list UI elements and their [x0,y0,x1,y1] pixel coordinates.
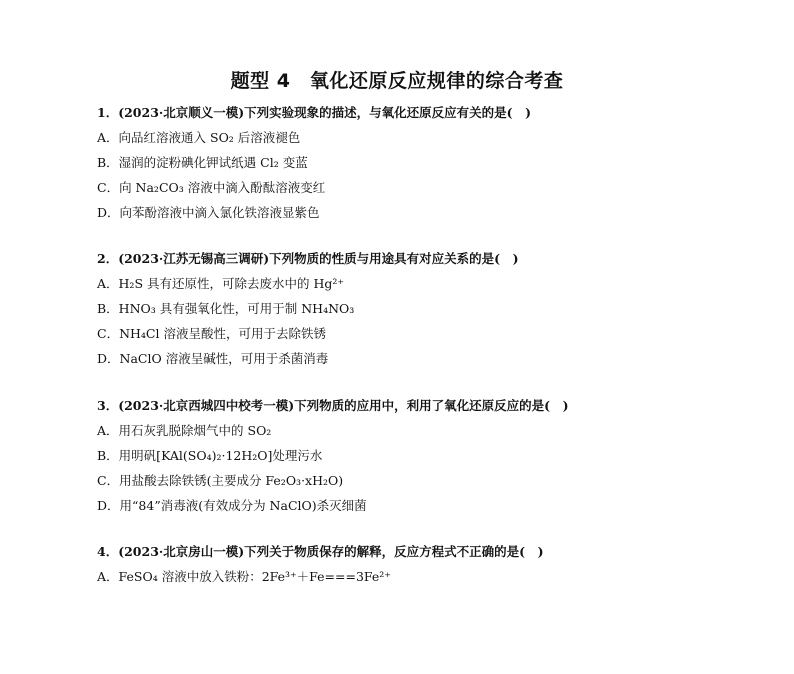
question-stem: 1．(2023·北京顺义一模)下列实验现象的描述，与氧化还原反应有关的是( ) [97,105,531,120]
option-c: C．向 Na₂CO₃ 溶液中滴入酚酞溶液变红 [97,180,326,195]
option-d: D．NaClO 溶液呈碱性，可用于杀菌消毒 [97,351,329,366]
question-1 [97,100,717,225]
option-c: C．NH₄Cl 溶液呈酸性，可用于去除铁锈 [97,326,326,341]
question-stem: 2．(2023·江苏无锡高三调研)下列物质的性质与用途具有对应关系的是( ) [97,251,519,266]
option-b: B．HNO₃ 具有强氧化性，可用于制 NH₄NO₃ [97,301,355,316]
option-b: B．湿润的淀粉碘化钾试纸遇 Cl₂ 变蓝 [97,155,308,170]
question-2 [97,246,717,371]
question-stem: 4．(2023·北京房山一模)下列关于物质保存的解释，反应方程式不正确的是( ) [97,544,544,559]
option-a: A．FeSO₄ 溶液中放入铁粉：2Fe³⁺＋Fe===3Fe²⁺ [97,569,391,584]
page-title: 题型 4 氧化还原反应规律的综合考查 [230,70,564,92]
question-4 [97,539,717,589]
option-b: B．用明矾[KAl(SO₄)₂·12H₂O]处理污水 [97,448,323,463]
option-c: C．用盐酸去除铁锈(主要成分 Fe₂O₃·xH₂O) [97,473,344,488]
question-stem: 3．(2023·北京西城四中校考一模)下列物质的应用中，利用了氧化还原反应的是( ) [97,398,569,413]
option-d: D．用“84”消毒液(有效成分为 NaClO)杀灭细菌 [97,498,367,513]
option-a: A．向品红溶液通入 SO₂ 后溶液褪色 [97,130,301,145]
question-3 [97,393,717,518]
option-d: D．向苯酚溶液中滴入氯化铁溶液显紫色 [97,205,320,220]
option-a: A．H₂S 具有还原性，可除去废水中的 Hg²⁺ [97,276,344,291]
option-a: A．用石灰乳脱除烟气中的 SO₂ [97,423,272,438]
